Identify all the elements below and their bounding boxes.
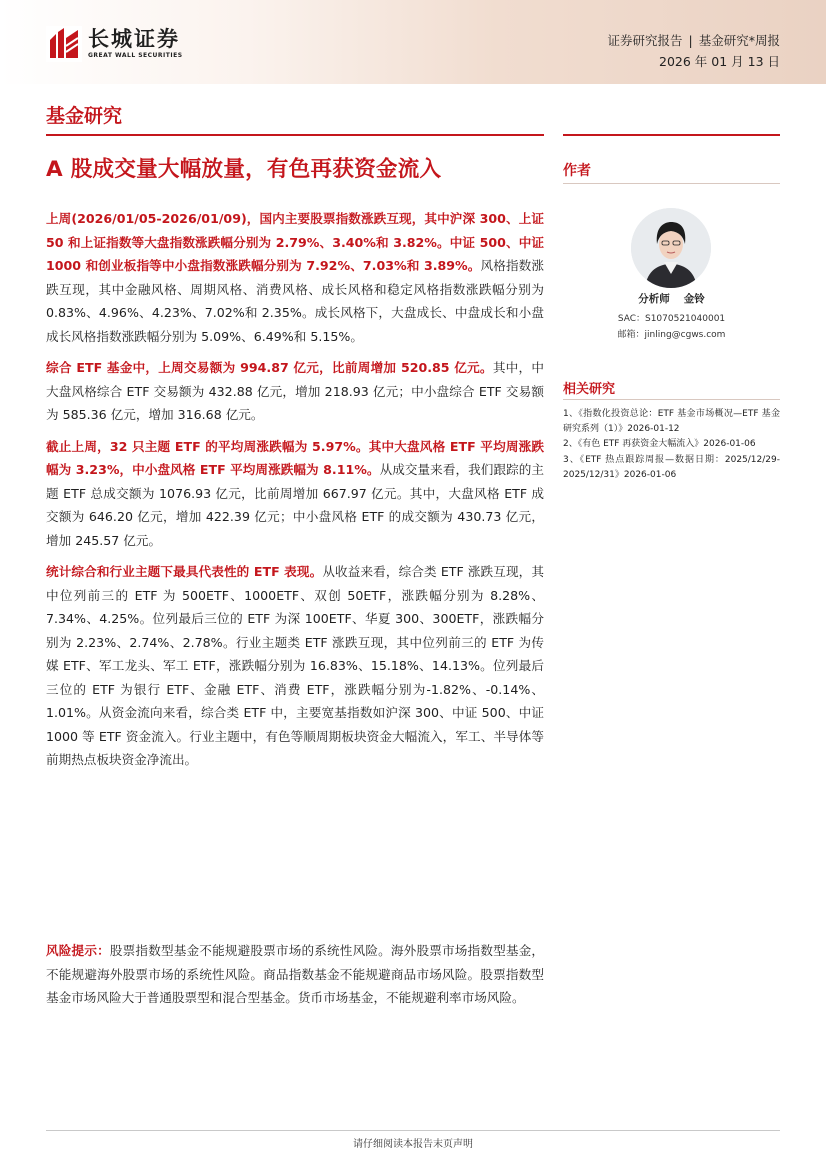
author-label: 作者 [563, 163, 591, 179]
related-research-item[interactable]: 1、《指数化投资总论：ETF 基金市场概况—ETF 基金研究系列（1）》2026-01-12 [563, 409, 780, 435]
report-meta [608, 30, 781, 72]
report-type: 证券研究报告 [607, 33, 683, 48]
risk-text: 股票指数型基金不能规避股票市场的系统性风险。海外股票市场指数型基金，不能规避海外股票市场的系统性风险。商品指数基金不能规避商品市场风险。股票指数型基金市场风险大于普通股票型和混合型基金。货币市场基金，不能规避利率市场风险。 [46, 943, 545, 1005]
analyst-name: 金铃 [683, 293, 705, 305]
sidebar-red-rule [563, 134, 780, 136]
summary-paragraph [46, 207, 544, 348]
summary-body [46, 207, 544, 780]
divider: | [688, 33, 693, 48]
analyst-sac: SAC：S1070521040001 [617, 314, 726, 324]
summary-paragraph [46, 435, 544, 553]
logo-chinese-name: 长城证券 [88, 27, 180, 51]
company-logo [46, 26, 183, 62]
report-category: 基金研究*周报 [698, 33, 780, 48]
body-text: 从成交量来看，我们跟踪的主题 ETF 总成交额为 1076.93 亿元，比前周增加 667.97 亿元。其中，大盘风格 ETF 成交额为 646.20 亿元，增加 422.39 亿元；中小盘风格 ETF 的成交额为 430.73 亿元，增加 245.57 亿元。 [46, 462, 545, 548]
risk-label: 风险提示： [46, 943, 110, 958]
body-text: 从收益来看，综合类 ETF 涨跌互现，其中位列前三的 ETF 为 500ETF、1000ETF、双创 50ETF，涨跌幅分别为 8.28%、7.34%、4.25%。位列最后三位的 ETF 为深 100ETF、华夏 300、300ETF，涨跌幅分别为 2.23%、2.74%、2.78%。行业主题类 ETF 涨跌互现，其中位列前三的 ETF 为传媒 ETF、军工龙头、军工 ETF，涨跌幅分别为 16.83%、15.18%、14.13%。位列最后三位的 ETF 为银行 ETF、金融 ETF、消费 ETF，涨跌幅分别为-1.82%、-0.14%、1.01%。从资金流向来看，综合类 ETF 中，主要宽基指数如沪深 300、中证 500、中证 1000 等 ETF 资金流入。行业主题中，有色等顺周期板块资金大幅流入，军工、半导体等前期热点板块资金净流出。 [46, 564, 544, 767]
body-text: 风格指数涨跌互现，其中金融风格、周期风格、消费风格、成长风格和稳定风格指数涨跌幅分别为 0.83%、4.96%、4.23%、7.02%和 2.35%。成长风格下，大盘成长、中盘成长和小盘成长风格指数涨跌幅分别为 5.09%、6.49%和 5.15%。 [46, 258, 545, 344]
related-research-item[interactable]: 3、《ETF 热点跟踪周报—数据日期：2025/12/29-2025/12/31》2026-01-06 [563, 454, 780, 480]
footer-disclaimer: 请仔细阅读本报告末页声明 [353, 1139, 473, 1150]
related-research-item[interactable]: 2、《有色 ETF 再获资金大幅流入》2026-01-06 [563, 439, 756, 450]
highlight-text: 上周(2026/01/05-2026/01/09)，国内主要股票指数涨跌互现，其中沪深 300、上证 50 和上证指数等大盘指数涨跌幅分别为 2.79%、3.40%和 3.82%。中证 500、中证 1000 和创业板指等中小盘指数涨跌幅分别为 7.92%、7.03%和 3.89%。 [46, 211, 544, 273]
great-wall-logo-icon [46, 26, 82, 62]
section-label: 基金研究 [46, 105, 123, 127]
report-date: 2026 年 01 月 13 日 [659, 54, 780, 69]
analyst-photo-icon [631, 208, 711, 288]
highlight-text: 综合 ETF 基金中，上周交易额为 994.87 亿元，比前周增加 520.85 亿元。 [46, 360, 493, 375]
highlight-text: 统计综合和行业主题下最具代表性的 ETF 表现。 [46, 564, 323, 579]
author-divider [563, 183, 780, 184]
summary-paragraph [46, 356, 544, 427]
footer-divider [46, 1130, 780, 1131]
body-text: 其中，中大盘风格综合 ETF 交易额为 432.88 亿元，增加 218.93 亿元；中小盘综合 ETF 交易额为 585.36 亿元，增加 316.68 亿元。 [46, 360, 544, 422]
analyst-role: 分析师 [638, 293, 670, 305]
risk-warning [46, 939, 544, 1010]
analyst-email[interactable]: 邮箱：jinling@cgws.com [617, 330, 726, 340]
analyst-name-line [563, 291, 780, 306]
report-title: A 股成交量大幅放量，有色再获资金流入 [46, 157, 442, 182]
highlight-text: 截止上周，32 只主题 ETF 的平均周涨跌幅为 5.97%。其中大盘风格 ETF 平均周涨跌幅为 3.23%，中小盘风格 ETF 平均周涨跌幅为 8.11%。 [46, 438, 544, 477]
analyst-avatar [631, 208, 711, 288]
related-divider [563, 399, 780, 400]
logo-english-name: GREAT WALL SECURITIES [88, 52, 183, 59]
main-red-rule [46, 134, 544, 136]
related-research-list [563, 407, 780, 483]
summary-paragraph [46, 560, 544, 772]
related-research-label: 相关研究 [563, 382, 616, 397]
